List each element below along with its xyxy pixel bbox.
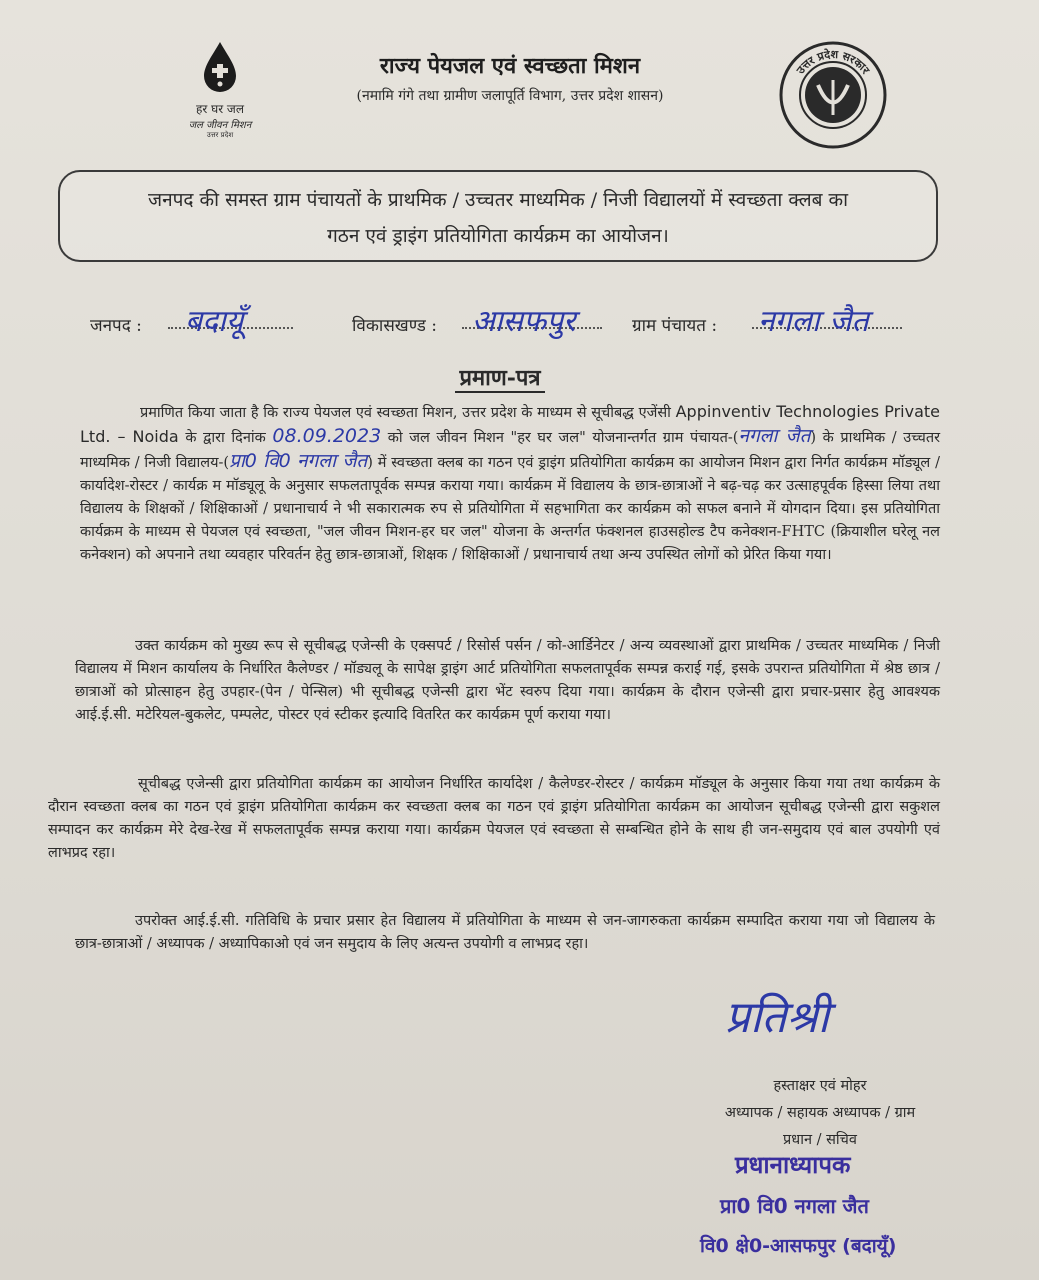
signatory-role-2: प्रधान / सचिव [783, 1132, 857, 1148]
logo-caption-3: उत्तर प्रदेश [206, 131, 234, 139]
panchayat-value: नगला जैत [758, 304, 869, 339]
logo-caption-1: हर घर जल [196, 102, 244, 116]
mission-subtitle: (नमामि गंगे तथा ग्रामीण जलापूर्ति विभाग, उत्तर प्रदेश शासन) [356, 88, 664, 104]
p1-text-e: ) में स्वच्छता क्लब का गठन एवं ड्राइंग प्रतियोगिता कार्यक्रम का आयोजन मिशन द्वारा निर्गत कार्यक्रम मॉड्यूल / कार्यादेश-रोस्टर / कार्यक्र म मॉड्यूलू के अनुसार सफलतापूर्वक सम्पन्न कराया गया। कार्यक्रम में विद्यालय के छात्र-छात्राओं ने बढ़-चढ़ कर उत्साहपूर्वक हिस्सा लिया तथा विद्यालय के शिक्षकों / शिक्षिकाओं / प्रधानाचार्य ने भी सकारात्मक रुप से प्रतियोगिता में सहभागिता कर कार्यक्रम को सफल बनाने में योगदान दिया। इस प्रतियोगिता कार्यक्रम के माध्यम से पेयजल एवं स्वच्छता, "जल जीवन मिशन-हर घर जल" योजना के अन्तर्गत फंक्शनल हाउसहोल्ड टैप कनेक्शन-FHTC (क्रियाशील घरेलू नल कनेक्शन) को अपनाने तथा व्यवहार परिवर्तन हेतु छात्र-छात्राओं, शिक्षक / शिक्षिकाओं / प्रधानाचार्य तथा अन्य उपस्थित लोगों को प्रेरित किया गया। [80, 455, 940, 563]
p1-text-c: को जल जीवन मिशन "हर घर जल" योजनान्तर्गत ग्राम पंचायत-( [387, 430, 739, 446]
subject-line-2: गठन एवं ड्राइंग प्रतियोगिता कार्यक्रम का आयोजन। [327, 225, 669, 247]
handwritten-signature: प्रतिश्री [725, 992, 830, 1043]
stamp-line-2: प्रा0 वि0 नगला जैत [720, 1194, 869, 1218]
program-date: 08.09.2023 [272, 425, 382, 447]
p1-text-b: के द्वारा दिनांक [185, 430, 266, 446]
stamp-line-1: प्रधानाध्यापक [735, 1151, 851, 1179]
subject-box [58, 170, 938, 262]
district-label: जनपद : [90, 316, 142, 336]
village-name: नगला जैत [738, 425, 811, 447]
letterhead [300, 50, 720, 105]
paragraph-1 [80, 400, 940, 567]
stamp-line-3: वि0 क्षे0-आसफपुर (बदायूँ) [700, 1235, 897, 1257]
paragraph-4: उपरोक्त आई.ई.सी. गतिविधि के प्रचार प्रसार हेत विद्यालय में प्रतियोगिता के माध्यम से जन-जागरुकता कार्यक्रम सम्पादित कराया गया जो विद्यालय के छात्र-छात्राओं / अध्यापक / अध्यापिकाओ एवं जन समुदाय के लिए अत्यन्त उपयोगी व लाभप्रद रहा। [75, 913, 935, 952]
paragraph-2: उक्त कार्यक्रम को मुख्य रूप से सूचीबद्ध एजेन्सी के एक्सपर्ट / रिसोर्स पर्सन / को-आर्डिनेटर / अन्य व्यवस्थाओं द्वारा प्राथमिक / उच्चतर माध्यमिक / निजी विद्यालय में मिशन कार्यालय के निर्धारित कैलेण्डर / मॉड्यलू के सापेक्ष ड्राइंग आर्ट प्रतियोगिता सफलतापूर्वक सम्पन्न कराई गई, इसके उपरान्त प्रतियोगिता में श्रेष्ठ छात्र / छात्राओं को प्रोत्साहन हेतु उपहार-(पेन / पेन्सिल) भी सूचीबद्ध एजेन्सी द्वारा भेंट स्वरुप दिया गया। कार्यक्रम के दौरान एजेन्सी द्वारा प्रचार-प्रसार हेतु आवश्यक आई.ई.सी. मटेरियल-बुकलेट, पम्पलेट, पोस्टर एवं स्टीकर इत्यादि वितरित कर कार्यक्रम पूर्ण कराया गया। [75, 638, 940, 723]
certificate-title: प्रमाण-पत्र [0, 362, 1000, 392]
signatory-role: अध्यापक / सहायक अध्यापक / ग्राम [724, 1105, 916, 1121]
water-drop-tap-icon [190, 38, 250, 98]
p1-text-d: ) के प्राथमिक / उच्चतर माध्यमिक / निजी विद्यालय-( [80, 430, 941, 471]
district-value: बदायूँ [185, 304, 244, 339]
p1-text-a: प्रमाणित किया जाता है कि राज्य पेयजल एवं स्वच्छता मिशन, उत्तर प्रदेश के माध्यम से सूचीबद्ध एजेंसी [140, 405, 671, 421]
har-ghar-jal-logo [175, 38, 265, 140]
block-label: विकासखण्ड : [352, 316, 438, 336]
agency-name: Appinventiv Technologies Private Ltd. – Noida [80, 402, 940, 446]
block-value: आसफपुर [472, 304, 576, 339]
school-name: प्रा0 वि0 नगला जैत [229, 450, 368, 472]
subject-line-1: जनपद की समस्त ग्राम पंचायतों के प्राथमिक / उच्चतर माध्यमिक / निजी विद्यालयों में स्वच्छता क्लब का [147, 189, 848, 211]
logo-caption-2: जल जीवन मिशन [188, 120, 252, 131]
up-government-seal [778, 40, 888, 150]
mission-title: राज्य पेयजल एवं स्वच्छता मिशन [379, 53, 641, 79]
signature-caption: हस्ताक्षर एवं मोहर [773, 1078, 867, 1094]
paragraph-3: सूचीबद्ध एजेन्सी द्वारा प्रतियोगिता कार्यक्रम का आयोजन निर्धारित कार्यादेश / कैलेण्डर-रोस्टर / कार्यक्रम मॉड्यूल के अनुसार किया गया तथा कार्यक्रम के दौरान स्वच्छता क्लब का गठन एवं ड्राइंग प्रतियोगिता कार्यक्रम कर स्वच्छता क्लब का गठन एवं ड्राइंग प्रतियोगिता कार्यक्रम का आयोजन सूचीबद्ध एजेन्सी द्वारा सकुशल सम्पादन कर कार्यक्रम मेरे देख-रेख में सफलतापूर्वक सम्पन्न कराया गया। कार्यक्रम पेयजल एवं स्वच्छता से सम्बन्धित होने के साथ ही जन-समुदाय एवं बाल उपयोगी एवं लाभप्रद रहा। [48, 776, 940, 861]
seal-text: उत्तर प्रदेश सरकार [794, 47, 873, 77]
panchayat-label: ग्राम पंचायत : [632, 316, 718, 336]
